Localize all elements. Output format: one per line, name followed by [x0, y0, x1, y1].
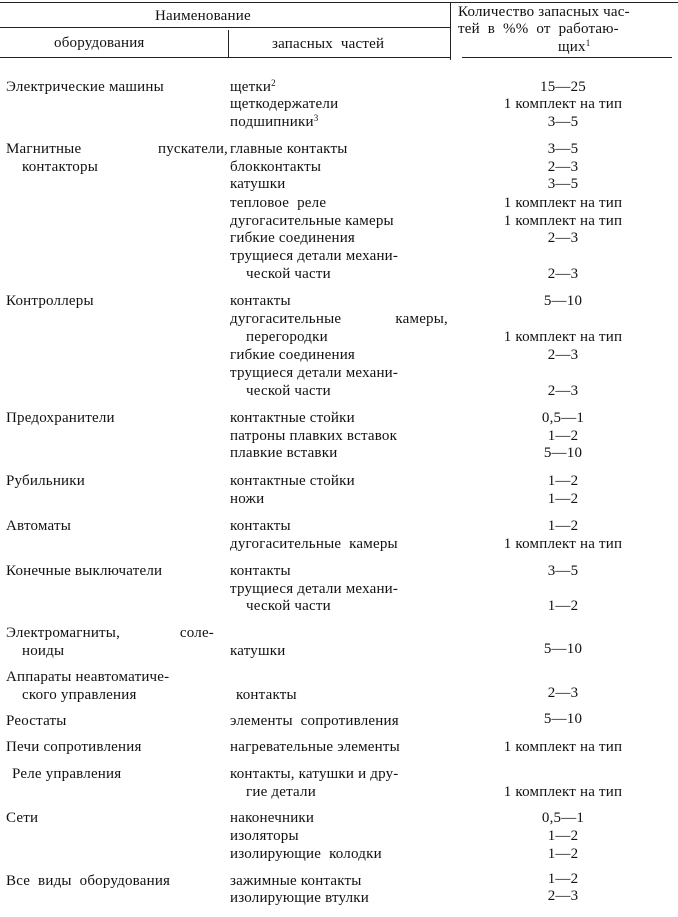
header-name-top: Наименование — [155, 8, 251, 24]
part-name: гибкие соединения — [230, 347, 356, 363]
part-name: трущиеся детали механи- — [230, 365, 399, 381]
part-name: щеткодержатели — [230, 96, 339, 112]
equipment-name-cont: ноиды — [22, 643, 65, 659]
quantity-value: 1—2 — [547, 473, 579, 489]
part-name: контакты — [230, 518, 291, 534]
quantity-value: 5—10 — [543, 445, 583, 461]
quantity-value: 1—2 — [547, 428, 579, 444]
part-name: изолирующие втулки — [230, 890, 369, 906]
part-name-cont: ческой части — [246, 266, 331, 282]
part-name: подшипники$^3$ — [230, 113, 319, 130]
part-name-cont: гие детали — [246, 784, 316, 800]
quantity-value: 3—5 — [547, 176, 579, 192]
part-name: дугогасительные камеры — [230, 213, 394, 229]
quantity-value: 2—3 — [547, 383, 579, 399]
header-col-divider — [450, 2, 451, 60]
equipment-name: Магнитные пускатели, — [6, 141, 228, 157]
quantity-value: 2—3 — [547, 685, 579, 701]
header-top-rule — [0, 2, 678, 3]
header-qty-line2: тей в %% от работаю- — [458, 21, 619, 37]
equipment-name: Предохранители — [6, 410, 115, 426]
quantity-value: 1—2 — [547, 846, 579, 862]
equipment-name: Электрические машины — [6, 79, 164, 95]
header-parts: запасных частей — [272, 36, 385, 52]
quantity-value: 1 комплект на тип — [503, 784, 623, 800]
quantity-value: 5—10 — [543, 711, 583, 727]
quantity-value: 1—2 — [547, 871, 579, 887]
part-name: нагревательные элементы — [230, 739, 400, 755]
part-name: блокконтакты — [230, 159, 322, 175]
part-name: контактные стойки — [230, 410, 355, 426]
quantity-value: 2—3 — [547, 266, 579, 282]
header-subcol-divider — [228, 30, 229, 57]
part-name: плавкие вставки — [230, 445, 338, 461]
quantity-value: 2—3 — [547, 888, 579, 904]
quantity-value: 3—5 — [547, 563, 579, 579]
part-name: зажимные контакты — [230, 873, 362, 889]
part-name: щетки$^2$ — [230, 78, 276, 95]
part-name: трущиеся детали механи- — [230, 581, 399, 597]
part-name: контакты — [230, 563, 291, 579]
quantity-value: 2—3 — [547, 230, 579, 246]
part-name-cont: ческой части — [246, 383, 331, 399]
quantity-value: 1—2 — [547, 598, 579, 614]
part-name: дугогасительные камеры — [230, 536, 398, 552]
header-qty-line1: Количество запасных час- — [458, 4, 630, 20]
header-bottom-rule-right — [462, 57, 672, 58]
header-bottom-rule-left — [0, 57, 450, 58]
part-name: патроны плавких вставок — [230, 428, 398, 444]
equipment-name: Печи сопротивления — [6, 739, 142, 755]
part-name: гибкие соединения — [230, 230, 356, 246]
part-name: изолирующие колодки — [230, 846, 382, 862]
equipment-name: Сети — [6, 810, 39, 826]
part-name: главные контакты — [230, 141, 348, 157]
quantity-value: 0,5—1 — [541, 410, 585, 426]
equipment-name: Контроллеры — [6, 293, 94, 309]
quantity-value: 15—25 — [540, 79, 586, 95]
part-name: контакты — [236, 687, 297, 703]
part-name: катушки — [230, 176, 286, 192]
quantity-value: 5—10 — [543, 293, 583, 309]
equipment-name: Реостаты — [6, 713, 67, 729]
equipment-name: Реле управления — [12, 766, 122, 782]
equipment-name: Все виды оборудования — [6, 873, 171, 889]
equipment-name: Аппараты неавтоматиче- — [6, 669, 170, 685]
equipment-name-cont: контакторы — [22, 159, 98, 175]
equipment-name-cont: ского управления — [22, 687, 137, 703]
equipment-name: Рубильники — [6, 473, 85, 489]
part-name: тепловое реле — [230, 195, 327, 211]
part-name: наконечники — [230, 810, 315, 826]
equipment-name: Конечные выключатели — [6, 563, 163, 579]
quantity-value: 1 комплект на тип — [503, 739, 623, 755]
quantity-value: 1—2 — [547, 518, 579, 534]
part-name: ножи — [230, 491, 265, 507]
part-name: изоляторы — [230, 828, 299, 844]
quantity-value: 1 комплект на тип — [503, 536, 623, 552]
part-name: контактные стойки — [230, 473, 355, 489]
header-equipment: оборудования — [54, 35, 145, 51]
equipment-name: Электромагниты, соле- — [6, 625, 214, 641]
quantity-value: 3—5 — [547, 114, 579, 130]
quantity-value: 1—2 — [547, 491, 579, 507]
part-name: трущиеся детали механи- — [230, 248, 399, 264]
quantity-value: 2—3 — [547, 159, 579, 175]
quantity-value: 5—10 — [543, 641, 583, 657]
quantity-value: 1 комплект на тип — [503, 213, 623, 229]
quantity-value: 1 комплект на тип — [503, 195, 623, 211]
quantity-value: 3—5 — [547, 141, 579, 157]
equipment-name: Автоматы — [6, 518, 72, 534]
quantity-value: 1 комплект на тип — [503, 96, 623, 112]
quantity-value: 1—2 — [547, 828, 579, 844]
part-name-cont: перегородки — [246, 329, 328, 345]
quantity-value: 0,5—1 — [541, 810, 585, 826]
part-name: контакты, катушки и дру- — [230, 766, 399, 782]
part-name: элементы сопротивления — [230, 713, 399, 729]
part-name: дугогасительные камеры, — [230, 311, 448, 327]
header-mid-rule — [0, 27, 450, 28]
header-qty-line3: щих$^1$ — [558, 38, 591, 55]
part-name: катушки — [230, 643, 286, 659]
quantity-value: 2—3 — [547, 347, 579, 363]
quantity-value: 1 комплект на тип — [503, 329, 623, 345]
part-name: контакты — [230, 293, 291, 309]
part-name-cont: ческой части — [246, 598, 331, 614]
